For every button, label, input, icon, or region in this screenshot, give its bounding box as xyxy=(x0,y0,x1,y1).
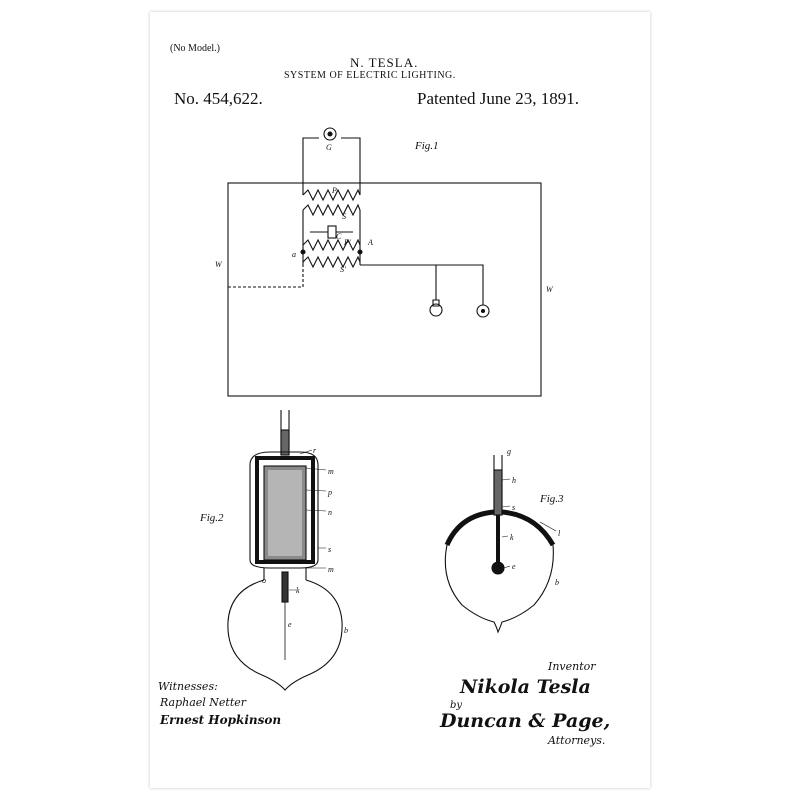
fig2-letter-k: k xyxy=(296,586,300,595)
fig3-lamp xyxy=(445,455,556,632)
fig2-letter-b: b xyxy=(344,626,348,635)
fig1-letter-a: A xyxy=(368,238,373,247)
fig3-letter-h: h xyxy=(512,476,516,485)
fig1-letter-p: P xyxy=(332,186,337,195)
attorneys-label: Attorneys. xyxy=(548,734,606,747)
fig2-letter-e: e xyxy=(288,620,292,629)
fig1-circuit xyxy=(228,128,541,396)
fig1-letter-p1: P' xyxy=(344,238,351,247)
fig2-lamp xyxy=(228,410,342,690)
by-label: by xyxy=(450,700,463,711)
fig2-letter-m-bottom: m xyxy=(328,565,334,574)
witness-2-signature: Ernest Hopkinson xyxy=(160,713,282,727)
fig1-label: Fig.1 xyxy=(415,140,439,152)
fig1-letter-w-left: W xyxy=(215,260,222,269)
fig1-letter-g: G xyxy=(326,143,332,152)
inventor-signature: Nikola Tesla xyxy=(460,676,591,698)
fig2-letter-p: p xyxy=(328,488,332,497)
fig2-letter-o: o xyxy=(262,576,266,585)
inventor-name: N. TESLA. xyxy=(350,55,419,70)
fig3-letter-k: k xyxy=(510,533,514,542)
fig1-letter-w-right: W xyxy=(546,285,553,294)
fig2-letter-n: n xyxy=(328,508,332,517)
model-note: (No Model.) xyxy=(170,43,220,54)
attorney-signature: Duncan & Page, xyxy=(440,710,611,732)
fig2-label: Fig.2 xyxy=(200,512,224,524)
patent-title: SYSTEM OF ELECTRIC LIGHTING. xyxy=(284,70,456,81)
fig3-letter-s: s xyxy=(512,503,516,512)
fig3-letter-l: l xyxy=(558,529,561,538)
fig3-letter-g: g xyxy=(507,447,511,456)
patent-date: Patented June 23, 1891. xyxy=(417,89,579,108)
fig3-label: Fig.3 xyxy=(540,493,564,505)
fig1-letter-s1: S' xyxy=(340,265,346,274)
fig3-letter-e: e xyxy=(512,562,516,571)
fig3-letter-b: b xyxy=(555,578,559,587)
witnesses-label: Witnesses: xyxy=(158,680,218,693)
fig2-letter-r: r xyxy=(313,446,317,455)
witness-1-signature: Raphael Netter xyxy=(160,696,247,709)
inventor-label: Inventor xyxy=(548,660,596,673)
patent-number: No. 454,622. xyxy=(174,89,263,108)
fig1-letter-a-small: a xyxy=(292,250,296,259)
fig1-letter-c: C xyxy=(336,232,342,241)
fig2-letter-s: s xyxy=(328,545,332,554)
fig2-letter-m-top: m xyxy=(328,467,334,476)
fig1-letter-s: S xyxy=(342,212,346,221)
